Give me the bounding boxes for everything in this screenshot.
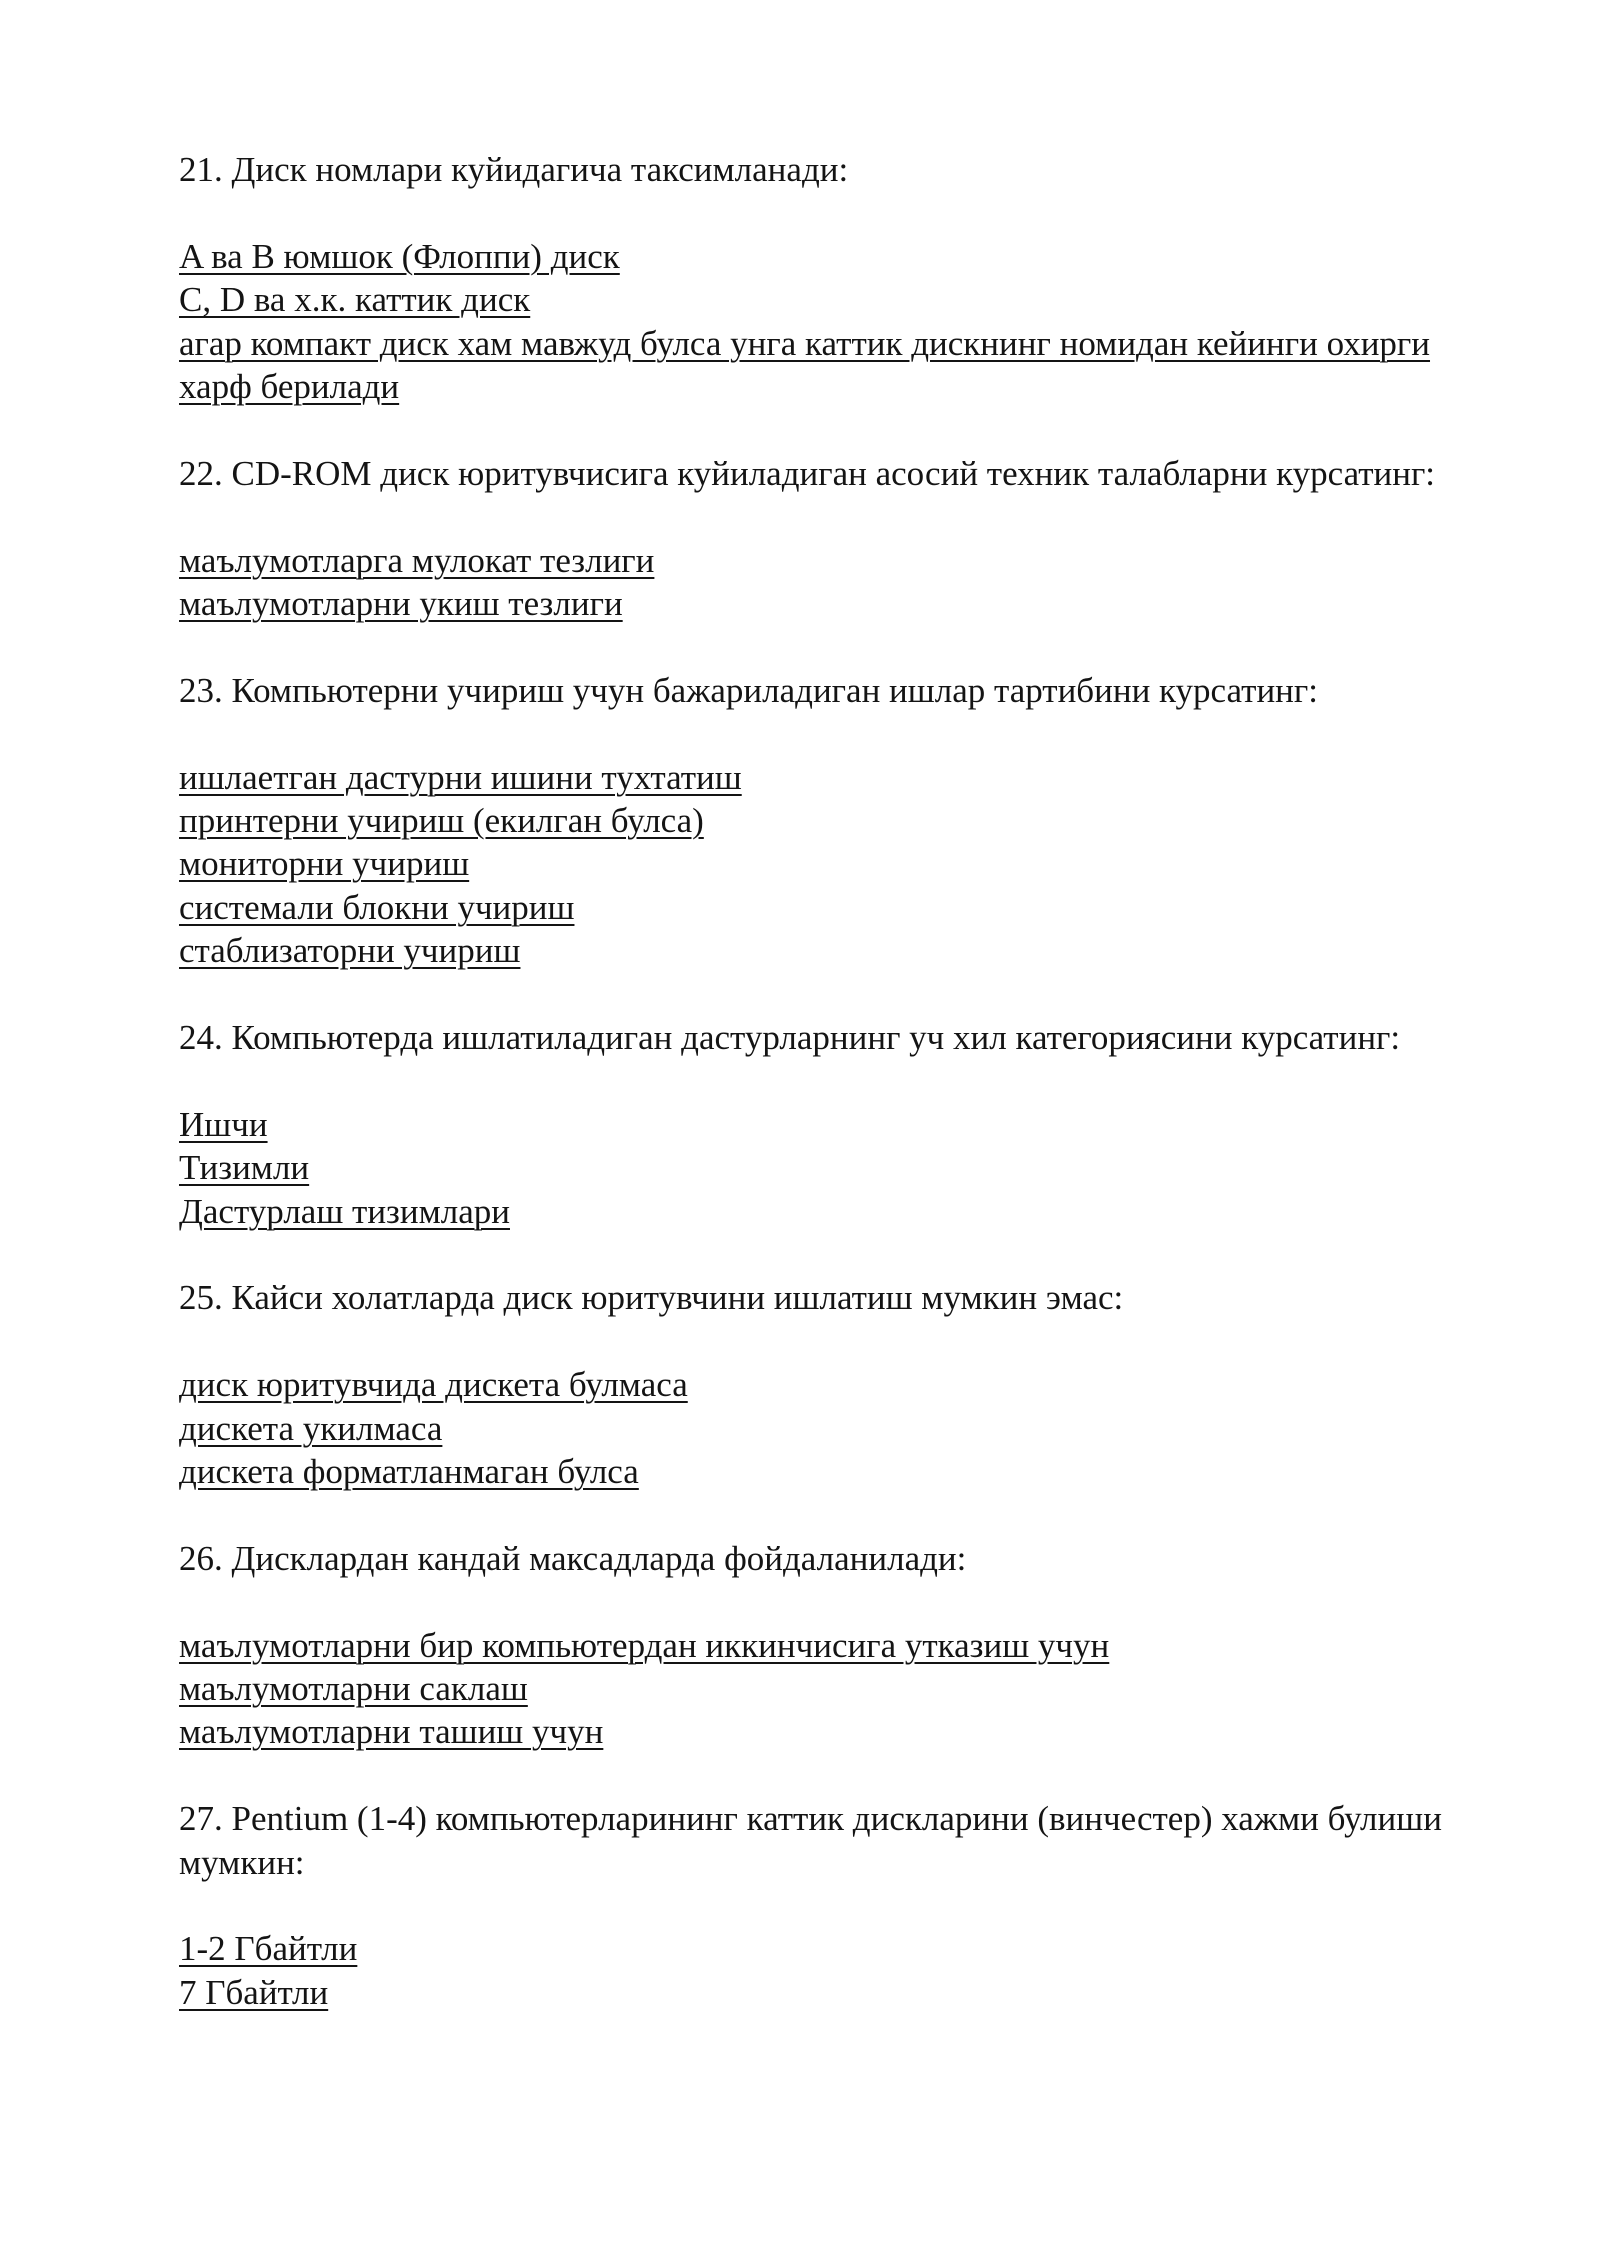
answer-link[interactable]: C, D ва х.к. каттик диск [179, 280, 531, 320]
answers-24 [179, 1103, 1479, 1233]
answer-link[interactable]: маълумотларни саклаш [179, 1669, 528, 1709]
answer-link[interactable]: агар компакт диск хам мавжуд булса унга каттик дискнинг номидан кейинги охирги харф берилади [179, 323, 1431, 407]
answers-21 [179, 235, 1479, 409]
question-26: 26. Дисклардан кандай максадларда фойдаланилади: [179, 1538, 967, 1578]
question-22: 22. CD-ROM диск юритувчисига куйиладиган асосий техник талабларни курсатинг: [179, 453, 1436, 493]
answer-link[interactable]: A ва B юмшок (Флоппи) диск [179, 236, 620, 276]
answer-link[interactable]: Тизимли [179, 1148, 310, 1188]
answer-link[interactable]: маълумотларни ташиш учун [179, 1712, 604, 1752]
question-21: 21. Диск номлари куйидагича таксимланади: [179, 150, 849, 189]
question-23: 23. Компьютерни учириш учун бажариладиган ишлар тартибини курсатинг: [179, 670, 1318, 710]
answer-link[interactable]: 1-2 Гбайтли [179, 1929, 358, 1969]
answer-link[interactable]: маълумотларни бир компьютердан иккинчисига утказиш учун [179, 1625, 1110, 1665]
answer-link[interactable]: дискета укилмаса [179, 1408, 443, 1448]
answer-link[interactable]: системали блокни учириш [179, 887, 575, 927]
answer-link[interactable]: маълумотларга мулокат тезлиги [179, 540, 655, 580]
answers-26 [179, 1624, 1479, 1754]
answer-link[interactable]: маълумотларни укиш тезлиги [179, 584, 623, 624]
answer-link[interactable]: дискета форматланмаган булса [179, 1452, 639, 1492]
answer-link[interactable]: стаблизаторни учириш [179, 931, 521, 971]
answers-25 [179, 1363, 1479, 1493]
answer-link[interactable]: принтерни учириш (екилган булса) [179, 801, 704, 841]
question-24: 24. Компьютерда ишлатиладиган дастурларнинг уч хил категориясини курсатинг: [179, 1018, 1401, 1058]
answers-22 [179, 539, 1479, 626]
document-page [179, 148, 1479, 2058]
answer-link[interactable]: 7 Гбайтли [179, 1972, 329, 2012]
answers-23 [179, 756, 1479, 973]
answer-link[interactable]: диск юритувчида дискета булмаса [179, 1365, 688, 1405]
answer-link[interactable]: мониторни учириш [179, 844, 470, 884]
answers-27 [179, 1927, 1479, 2014]
answer-link[interactable]: Дастурлаш тизимлари [179, 1191, 510, 1231]
question-27: 27. Pentium (1-4) компьютерларининг каттик дискларини (винчестер) хажми булиши мумкин: [179, 1799, 1442, 1882]
answer-link[interactable]: Ишчи [179, 1104, 268, 1144]
answer-link[interactable]: ишлаетган дастурни ишини тухтатиш [179, 757, 742, 797]
question-25: 25. Кайси холатларда диск юритувчини ишлатиш мумкин эмас: [179, 1278, 1124, 1318]
